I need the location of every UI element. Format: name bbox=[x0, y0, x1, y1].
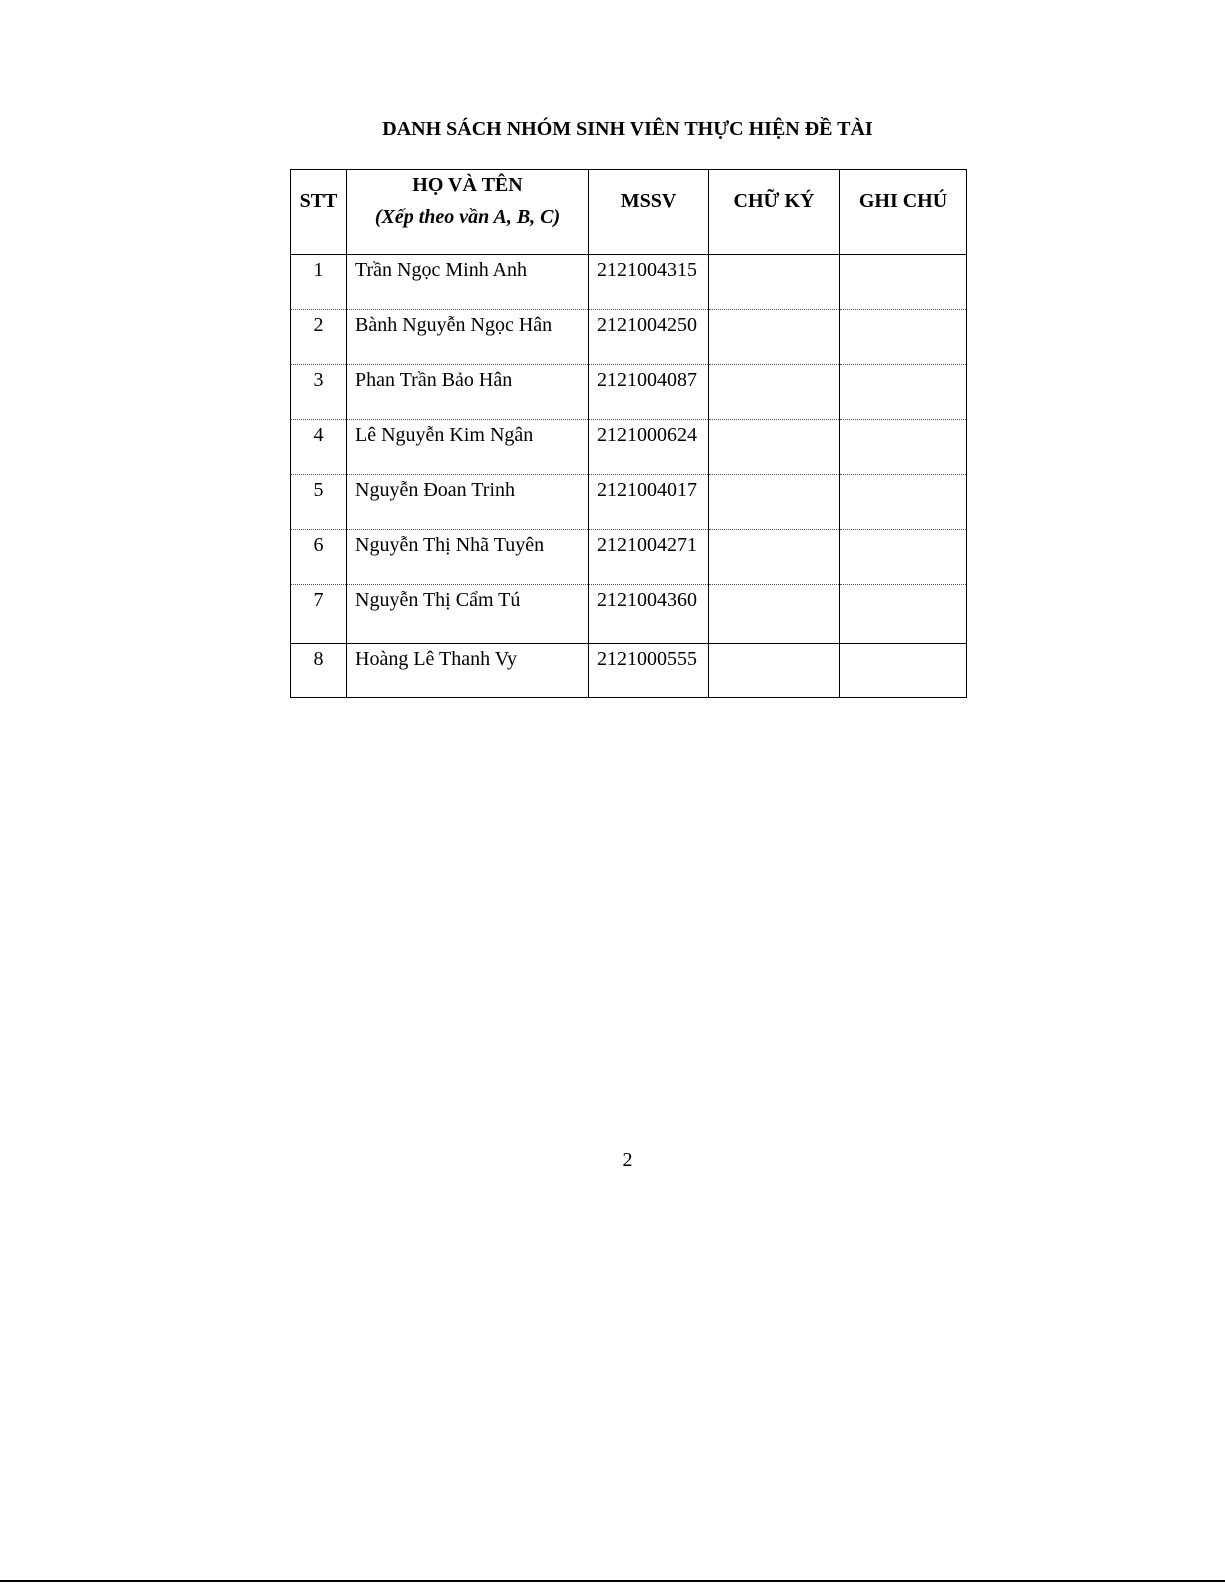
row-signature bbox=[709, 420, 840, 475]
row-note bbox=[840, 420, 967, 475]
page-title: DANH SÁCH NHÓM SINH VIÊN THỰC HIỆN ĐỀ TÀI bbox=[382, 118, 873, 140]
row-stt: 8 bbox=[291, 644, 347, 698]
row-note bbox=[840, 310, 967, 365]
row-stt: 6 bbox=[291, 530, 347, 585]
student-roster-table bbox=[290, 169, 967, 698]
table-row bbox=[291, 585, 967, 644]
bottom-divider bbox=[0, 1580, 1225, 1582]
row-mssv: 2121004017 bbox=[589, 475, 709, 530]
row-signature bbox=[709, 644, 840, 698]
row-mssv: 2121000555 bbox=[589, 644, 709, 698]
header-name-note: (Xếp theo vần A, B, C) bbox=[374, 206, 561, 228]
row-signature bbox=[709, 365, 840, 420]
row-signature bbox=[709, 310, 840, 365]
row-stt: 3 bbox=[291, 365, 347, 420]
row-stt: 1 bbox=[291, 255, 347, 310]
row-stt: 4 bbox=[291, 420, 347, 475]
row-name: Nguyễn Thị Cẩm Tú bbox=[347, 585, 589, 644]
header-note: GHI CHÚ bbox=[840, 170, 967, 255]
header-stt: STT bbox=[291, 170, 347, 255]
header-name bbox=[347, 170, 589, 255]
row-mssv: 2121004315 bbox=[589, 255, 709, 310]
row-name: Nguyễn Thị Nhã Tuyên bbox=[347, 530, 589, 585]
page-number: 2 bbox=[622, 1149, 633, 1171]
row-note bbox=[840, 255, 967, 310]
row-name: Hoàng Lê Thanh Vy bbox=[347, 644, 589, 698]
table-row bbox=[291, 365, 967, 420]
table-row bbox=[291, 530, 967, 585]
row-signature bbox=[709, 475, 840, 530]
row-mssv: 2121004360 bbox=[589, 585, 709, 644]
row-mssv: 2121000624 bbox=[589, 420, 709, 475]
row-name: Trần Ngọc Minh Anh bbox=[347, 255, 589, 310]
row-name: Phan Trần Bảo Hân bbox=[347, 365, 589, 420]
row-note bbox=[840, 530, 967, 585]
row-mssv: 2121004271 bbox=[589, 530, 709, 585]
header-name-label: HỌ VÀ TÊN bbox=[412, 174, 523, 196]
row-name: Bành Nguyễn Ngọc Hân bbox=[347, 310, 589, 365]
row-note bbox=[840, 365, 967, 420]
table-header-row bbox=[291, 170, 967, 255]
row-mssv: 2121004250 bbox=[589, 310, 709, 365]
row-mssv: 2121004087 bbox=[589, 365, 709, 420]
table-row bbox=[291, 644, 967, 698]
row-name: Lê Nguyễn Kim Ngân bbox=[347, 420, 589, 475]
table-row bbox=[291, 420, 967, 475]
row-signature bbox=[709, 585, 840, 644]
row-note bbox=[840, 644, 967, 698]
table-row bbox=[291, 310, 967, 365]
row-stt: 5 bbox=[291, 475, 347, 530]
row-stt: 7 bbox=[291, 585, 347, 644]
row-note bbox=[840, 475, 967, 530]
row-stt: 2 bbox=[291, 310, 347, 365]
row-signature bbox=[709, 255, 840, 310]
row-note bbox=[840, 585, 967, 644]
table-row bbox=[291, 255, 967, 310]
row-name: Nguyễn Đoan Trinh bbox=[347, 475, 589, 530]
header-mssv: MSSV bbox=[589, 170, 709, 255]
row-signature bbox=[709, 530, 840, 585]
table-row bbox=[291, 475, 967, 530]
header-signature: CHỮ KÝ bbox=[709, 170, 840, 255]
